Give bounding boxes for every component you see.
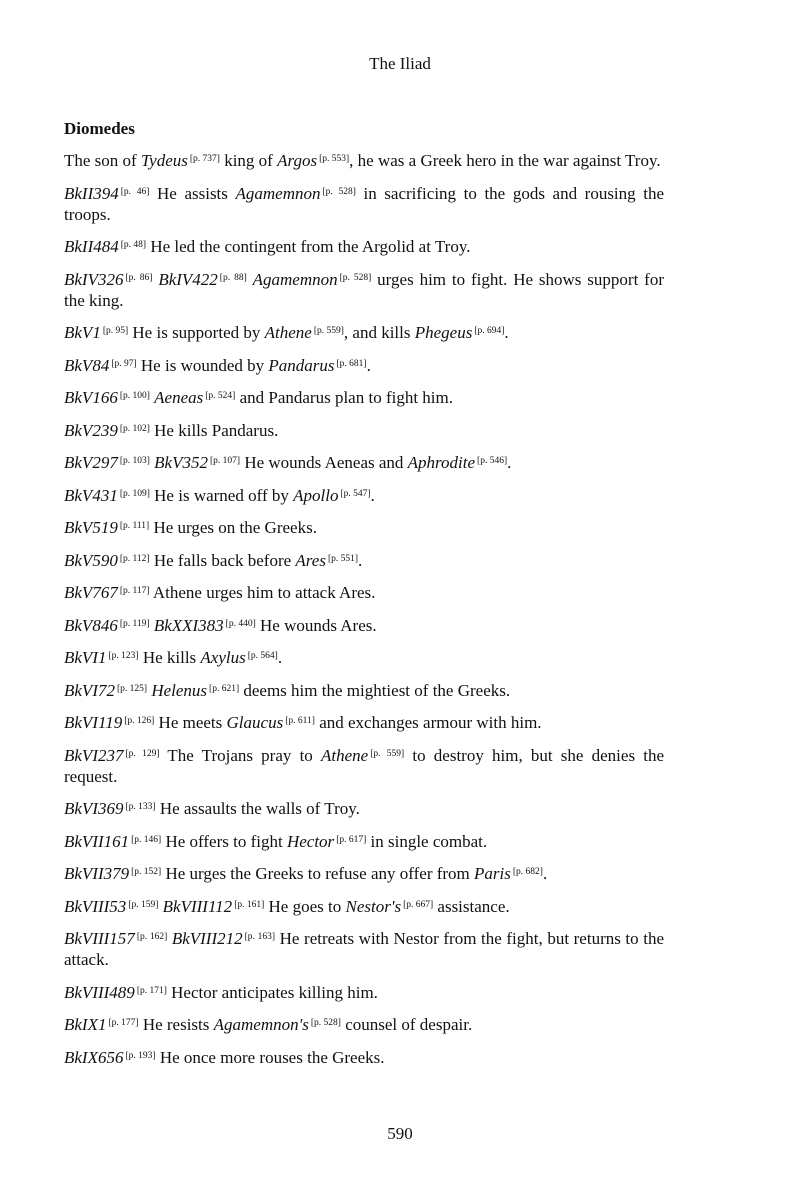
cross-reference-link[interactable]: Hector <box>286 831 335 851</box>
entry-title: Diomedes <box>64 119 135 138</box>
page-reference[interactable]: [p. 681] <box>336 358 367 369</box>
text-run: . <box>507 453 512 472</box>
cross-reference-link[interactable]: BkV846 <box>64 615 118 635</box>
cross-reference-link[interactable]: Phegeus <box>414 323 473 342</box>
text-run: He is wounded by <box>136 355 269 375</box>
cross-reference-link[interactable]: Glaucus <box>226 713 284 732</box>
entry-paragraph <box>64 354 664 376</box>
entry <box>64 119 664 1078</box>
text-run: , he was a Greek hero in the war against Troy. <box>349 151 661 170</box>
text-run: and Pandarus plan to fight him. <box>235 388 453 407</box>
entry-paragraph <box>64 927 664 970</box>
entry-paragraph <box>64 549 664 571</box>
page-reference[interactable]: [p. 88] <box>219 272 247 283</box>
running-title: The Iliad <box>369 54 431 73</box>
text-run: He is warned off by <box>149 485 294 505</box>
entry-paragraph <box>64 797 664 819</box>
cross-reference-link[interactable]: BkIX1 <box>64 1015 107 1034</box>
text-run: . <box>542 864 548 883</box>
text-run: He wounds Ares. <box>255 615 377 635</box>
text-run: king of <box>219 151 278 170</box>
entry-paragraph <box>64 1013 664 1035</box>
entry-paragraph <box>64 711 664 733</box>
entry-paragraph <box>64 646 664 668</box>
page-reference[interactable]: [p. 611] <box>285 716 315 726</box>
text-run: He wounds Aeneas and <box>240 453 408 472</box>
text-run: The son of <box>64 151 141 170</box>
text-run: He assists <box>149 183 236 203</box>
entry-paragraph <box>64 268 664 311</box>
entry-body <box>64 149 664 1068</box>
page-reference[interactable]: [p. 547] <box>340 488 371 499</box>
text-run: Athene urges him to attack Ares. <box>149 583 376 602</box>
text-run: in single combat. <box>366 831 488 851</box>
entry-paragraph <box>64 830 664 852</box>
text-run: . <box>358 550 363 570</box>
page-reference[interactable]: [p. 171] <box>136 985 167 996</box>
page-reference[interactable]: [p. 553] <box>319 154 350 164</box>
entry-paragraph <box>64 235 664 257</box>
page-reference[interactable]: [p. 193] <box>125 1050 156 1061</box>
page-reference[interactable]: [p. 129] <box>125 748 160 759</box>
entry-paragraph <box>64 581 664 603</box>
page-reference[interactable]: [p. 694] <box>474 326 505 336</box>
page-reference[interactable]: [p. 95] <box>102 326 129 336</box>
page-reference[interactable]: [p. 119] <box>119 618 150 629</box>
text-run: , and kills <box>343 323 415 342</box>
page-reference[interactable]: [p. 111] <box>119 521 150 531</box>
text-run: counsel of despair. <box>340 1015 473 1034</box>
page-reference[interactable]: [p. 125] <box>116 683 148 694</box>
page-reference[interactable]: [p. 133] <box>125 802 156 812</box>
page-reference[interactable]: [p. 109] <box>119 488 150 499</box>
page-reference[interactable]: [p. 46] <box>120 186 150 197</box>
cross-reference-link[interactable]: Helenus <box>151 680 208 700</box>
page-reference[interactable]: [p. 667] <box>403 899 434 910</box>
cross-reference-link[interactable]: Agamemnon's <box>213 1015 309 1034</box>
page-reference[interactable]: [p. 112] <box>119 553 150 564</box>
cross-reference-link[interactable]: Agamemnon <box>252 269 338 289</box>
cross-reference-link[interactable]: BkVI1 <box>64 648 107 667</box>
entry-paragraph <box>64 484 664 506</box>
cross-reference-link[interactable]: Pandarus <box>268 355 335 375</box>
page-reference[interactable]: [p. 162] <box>136 932 168 942</box>
page-reference[interactable]: [p. 163] <box>244 932 276 942</box>
page-reference[interactable]: [p. 159] <box>128 899 159 910</box>
text-run: He led the contingent from the Argolid at Troy. <box>146 237 471 256</box>
cross-reference-link[interactable]: Tydeus <box>140 151 188 170</box>
text-run: . <box>370 485 375 505</box>
cross-reference-link[interactable]: BkV297 <box>64 453 118 472</box>
page-reference[interactable]: [p. 564] <box>247 651 278 661</box>
page-reference[interactable]: [p. 617] <box>336 834 367 845</box>
cross-reference-link[interactable]: BkVI72 <box>64 680 115 700</box>
cross-reference-link[interactable]: BkII394 <box>64 183 119 203</box>
entry-paragraph <box>64 614 664 636</box>
text-run: urges him to fight. He shows support for the king. <box>64 269 664 310</box>
entry-paragraph <box>64 419 664 441</box>
page-reference[interactable]: [p. 100] <box>119 391 150 401</box>
text-run: He kills Pandarus. <box>149 420 279 440</box>
text-run: He once more rouses the Greeks. <box>155 1047 385 1067</box>
text-run: Hector anticipates killing him. <box>166 982 378 1002</box>
cross-reference-link[interactable]: Athene <box>320 745 369 765</box>
page-reference[interactable]: [p. 559] <box>370 748 405 759</box>
entry-paragraph <box>64 744 664 787</box>
cross-reference-link[interactable]: Agamemnon <box>235 183 321 203</box>
page-reference[interactable]: [p. 48] <box>120 240 147 250</box>
page-reference[interactable]: [p. 559] <box>313 326 344 336</box>
cross-reference-link[interactable]: BkVI369 <box>64 799 124 818</box>
cross-reference-link[interactable]: BkV431 <box>64 485 118 505</box>
page-reference[interactable]: [p. 117] <box>119 586 150 596</box>
text-run: He urges the Greeks to refuse any offer from <box>161 864 475 883</box>
page-reference[interactable]: [p. 546] <box>477 456 508 466</box>
entry-paragraph <box>64 1046 664 1068</box>
cross-reference-link[interactable]: BkV352 <box>154 453 208 472</box>
text-run: assistance. <box>433 896 510 916</box>
cross-reference-link[interactable]: BkV519 <box>64 518 118 537</box>
cross-reference-link[interactable]: BkVIII212 <box>171 929 243 948</box>
cross-reference-link[interactable]: BkVIII489 <box>64 982 135 1002</box>
text-run: He urges on the Greeks. <box>149 518 317 537</box>
entry-paragraph <box>64 516 664 538</box>
text-run: He meets <box>154 713 227 732</box>
cross-reference-link[interactable]: BkXXI383 <box>153 615 224 635</box>
cross-reference-link[interactable]: BkVII161 <box>64 831 130 851</box>
page-reference[interactable]: [p. 102] <box>119 423 150 434</box>
page-reference[interactable]: [p. 152] <box>131 867 162 877</box>
text-run: He falls back before <box>149 550 296 570</box>
page-reference[interactable]: [p. 682] <box>512 867 543 877</box>
text-run: He offers to fight <box>161 831 287 851</box>
text-run: . <box>366 355 371 375</box>
text-run: He retreats with Nestor from the fight, but returns to the attack. <box>64 929 665 969</box>
text-run: to destroy him, but she denies the request. <box>64 745 665 786</box>
cross-reference-link[interactable]: Apollo <box>293 485 339 505</box>
page-number: 590 <box>387 1124 413 1143</box>
entry-paragraph <box>64 451 664 473</box>
cross-reference-link[interactable]: Argos <box>277 151 318 170</box>
entry-paragraph <box>64 679 664 701</box>
page-reference[interactable]: [p. 97] <box>111 358 137 369</box>
cross-reference-link[interactable]: BkV84 <box>64 355 110 375</box>
cross-reference-link[interactable]: BkVIII53 <box>64 896 127 916</box>
entry-paragraph <box>64 321 664 343</box>
text-run: and exchanges armour with him. <box>314 713 542 732</box>
cross-reference-link[interactable]: BkV1 <box>64 323 101 342</box>
cross-reference-link[interactable]: BkIX656 <box>64 1047 124 1067</box>
page-reference[interactable]: [p. 621] <box>209 683 240 694</box>
page-reference[interactable]: [p. 103] <box>119 456 150 466</box>
cross-reference-link[interactable]: BkVI119 <box>64 713 123 732</box>
cross-reference-link[interactable]: Aphrodite <box>407 453 476 472</box>
entry-paragraph <box>64 386 664 408</box>
page-reference[interactable]: [p. 737] <box>189 154 220 164</box>
entry-paragraph <box>64 981 664 1003</box>
text-run: He is supported by <box>128 323 265 342</box>
page-reference[interactable]: [p. 440] <box>225 618 256 629</box>
cross-reference-link[interactable]: BkIV422 <box>158 269 218 289</box>
page-reference[interactable]: [p. 524] <box>205 391 236 401</box>
page-reference[interactable]: [p. 86] <box>125 272 153 283</box>
text-run: He resists <box>138 1015 214 1034</box>
page-reference[interactable]: [p. 528] <box>339 272 372 283</box>
text-run: He assaults the walls of Troy. <box>155 799 360 818</box>
cross-reference-link[interactable]: BkV767 <box>64 583 118 602</box>
cross-reference-link[interactable]: BkII484 <box>64 237 119 256</box>
page-reference[interactable]: [p. 177] <box>108 1018 139 1028</box>
text-run: in sacrificing to the gods and rousing the troops. <box>64 183 665 224</box>
cross-reference-link[interactable]: BkIV326 <box>64 269 124 289</box>
cross-reference-link[interactable]: Ares <box>295 550 326 570</box>
page-reference[interactable]: [p. 551] <box>327 553 359 564</box>
text-run: He goes to <box>264 896 346 916</box>
entry-paragraph <box>64 182 664 225</box>
text-run: He kills <box>138 648 201 667</box>
page-reference[interactable]: [p. 107] <box>209 456 241 466</box>
cross-reference-link[interactable]: Axylus <box>200 648 246 667</box>
page-reference[interactable]: [p. 528] <box>310 1018 341 1028</box>
cross-reference-link[interactable]: Athene <box>264 323 312 342</box>
page-reference[interactable]: [p. 146] <box>131 834 162 845</box>
cross-reference-link[interactable]: Nestor's <box>345 896 402 916</box>
text-run: . <box>277 648 283 667</box>
text-run: . <box>504 323 509 342</box>
cross-reference-link[interactable]: Paris <box>474 864 511 883</box>
cross-reference-link[interactable]: BkVI237 <box>64 745 124 765</box>
cross-reference-link[interactable]: BkVIII157 <box>64 929 135 948</box>
cross-reference-link[interactable]: BkVIII112 <box>162 896 233 916</box>
page-reference[interactable]: [p. 161] <box>234 899 265 910</box>
cross-reference-link[interactable]: BkV239 <box>64 420 118 440</box>
cross-reference-link[interactable]: BkVII379 <box>64 864 130 883</box>
cross-reference-link[interactable]: BkV166 <box>64 388 118 407</box>
page-reference[interactable]: [p. 528] <box>322 186 356 197</box>
page-reference[interactable]: [p. 126] <box>124 716 155 726</box>
entry-intro <box>64 149 664 171</box>
text-run: deems him the mightiest of the Greeks. <box>239 680 511 700</box>
page-reference[interactable]: [p. 123] <box>108 651 139 661</box>
text-run: The Trojans pray to <box>159 745 321 765</box>
cross-reference-link[interactable]: Aeneas <box>154 388 204 407</box>
entry-paragraph <box>64 895 664 917</box>
entry-paragraph <box>64 862 664 884</box>
cross-reference-link[interactable]: BkV590 <box>64 550 118 570</box>
